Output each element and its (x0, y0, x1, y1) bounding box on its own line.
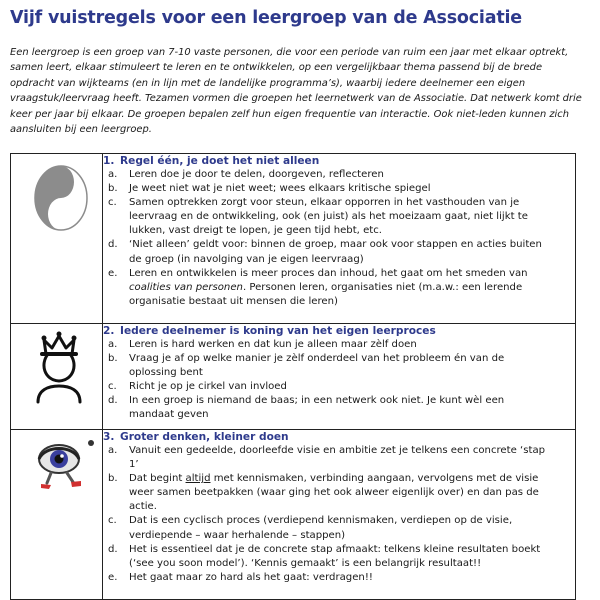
text-segment: de groep (in navolging van je eigen leervraag) (129, 253, 364, 265)
list-item-line (129, 500, 575, 514)
list-item (103, 394, 575, 422)
text-segment: lukken, vast dreigt te lopen, je geen tijd hebt, etc. (129, 225, 383, 237)
text-segment: Vanuit een gedeelde, doorleefde visie en ambitie zet je telkens een concrete ‘stap (129, 445, 546, 456)
list-item-line (129, 168, 575, 182)
intro-line: keer per jaar bij elkaar. De groepen bepalen zelf hun eigen frequentie van interactie. Ook niet-leden kunnen zich (10, 108, 569, 120)
rule-heading (103, 430, 575, 444)
rule-number: 2. (103, 325, 115, 337)
text-segment: leervraag en de ontwikkeling, ook (en juist) als het moeizaam gaat, niet lijkt te (129, 211, 528, 223)
list-item (103, 182, 575, 196)
list-item (103, 444, 575, 472)
list-item-letter: d. (108, 395, 118, 407)
rule-heading (103, 324, 575, 338)
rule-number: 3. (103, 431, 115, 443)
text-segment: coalities van personen (129, 281, 243, 293)
list-item-line (129, 196, 575, 210)
text-segment: Vraag je af op welke manier je zèlf onderdeel van het probleem én van de (129, 353, 505, 365)
list-item-line (129, 182, 575, 196)
text-segment: oplossing bent (129, 367, 203, 379)
rule-text-cell (103, 324, 576, 430)
text-segment: ‘Niet alleen’ geldt voor: binnen de groep, maar ook voor stappen en acties buiten (129, 239, 542, 251)
text-segment: Leren is hard werken en dat kun je alleen maar zèlf doen (129, 339, 417, 350)
text-segment: Leren en ontwikkelen is meer proces dan inhoud, het gaat om het smeden van (129, 267, 528, 279)
rule-row (11, 154, 576, 324)
list-item-letter: a. (108, 169, 118, 180)
rules-table (10, 153, 576, 600)
eye-walking-icon (33, 435, 95, 491)
list-item-letter: c. (108, 381, 117, 393)
text-segment: Samen optrekken zorgt voor steun, elkaar opporren in het vasthouden van je (129, 197, 520, 209)
list-item (103, 514, 575, 542)
text-segment: Je weet niet wat je niet weet; wees elkaars kritische spiegel (129, 183, 431, 195)
yin-yang-icon (34, 165, 88, 231)
text-segment: weer samen beetpakken (waar ging het ook alweer eigenlijk over) en dan pas de (129, 487, 539, 499)
list-item-line (129, 210, 575, 224)
intro-paragraph (10, 45, 590, 137)
rule-row (11, 430, 576, 600)
list-item (103, 238, 575, 266)
list-item-line (129, 352, 575, 366)
rule-heading (103, 154, 575, 168)
list-item (103, 543, 575, 571)
list-item (103, 267, 575, 309)
list-item-letter: e. (108, 267, 118, 279)
list-item-letter: a. (108, 339, 118, 350)
list-item-letter: b. (108, 183, 118, 195)
list-item-line (129, 224, 575, 238)
list-item-line (129, 394, 575, 408)
list-item-line (129, 366, 575, 380)
list-item-letter: b. (108, 353, 118, 365)
rule-icon-cell (11, 430, 103, 600)
rule-number: 1. (103, 155, 115, 167)
rule-row (11, 324, 576, 430)
text-segment: mandaat geven (129, 409, 209, 421)
rule-text-cell (103, 430, 576, 600)
list-item-letter: d. (108, 239, 118, 251)
list-item-letter: c. (108, 197, 117, 209)
text-segment: organisatie bestaat uit mensen die leren) (129, 295, 338, 307)
rule-items-list (103, 444, 575, 585)
list-item (103, 196, 575, 238)
list-item (103, 352, 575, 380)
list-item (103, 472, 575, 514)
list-item-letter: c. (108, 515, 117, 527)
list-item-letter: e. (108, 571, 118, 583)
list-item-letter: d. (108, 543, 118, 555)
text-segment: . Personen leren, organisaties niet (m.a.w.: een lerende (242, 281, 523, 293)
text-segment: Dat begint (129, 473, 186, 485)
list-item-line (129, 571, 575, 585)
list-item-line (129, 472, 575, 486)
text-segment: In een groep is niemand de baas; in een netwerk ook niet. Je kunt wèl een (129, 395, 505, 407)
list-item-letter: b. (108, 473, 118, 485)
list-item-line (129, 458, 575, 472)
rule-text-cell (103, 154, 576, 324)
text-segment: met kennismaken, verbinding aangaan, vervolgens met de visie (210, 473, 539, 485)
rule-heading-text: Regel één, je doet het niet alleen (120, 155, 320, 167)
list-item-line (129, 267, 575, 281)
text-segment: altijd (185, 473, 211, 485)
list-item-line (129, 338, 575, 352)
text-segment: 1’ (129, 459, 139, 471)
list-item (103, 338, 575, 352)
rule-items-list (103, 338, 575, 423)
rule-icon-cell (11, 154, 103, 324)
text-segment: verdiepende – waar herhalende – stappen) (129, 529, 346, 541)
list-item-line (129, 408, 575, 422)
list-item-line (129, 253, 575, 267)
text-segment: (‘see you soon model’). ‘Kennis gemaakt’ is een belangrijk resultaat!! (129, 557, 482, 569)
rule-heading-text: Iedere deelnemer is koning van het eigen leerproces (120, 325, 436, 337)
text-segment: Richt je op je cirkel van invloed (129, 381, 287, 393)
list-item-line (129, 543, 575, 557)
document-title: Vijf vuistregels voor een leergroep van de Associatie (10, 8, 522, 28)
list-item-line (129, 514, 575, 528)
list-item-letter: a. (108, 445, 118, 456)
text-segment: Leren doe je door te delen, doorgeven, reflecteren (129, 169, 384, 180)
list-item-line (129, 486, 575, 500)
list-item (103, 168, 575, 182)
text-segment: Het is essentieel dat je de concrete stap afmaakt: telkens kleine resultaten boekt (129, 543, 541, 555)
intro-line: vraagstuk/leervraag heeft. Tezamen vormen die groepen het leernetwerk van de Associatie. Dat netwerk komt drie (10, 93, 582, 105)
list-item-line (129, 238, 575, 252)
text-segment: Het gaat maar zo hard als het gaat: verdragen!! (129, 571, 373, 583)
list-item (103, 571, 575, 585)
list-item (103, 380, 575, 394)
intro-line: opdracht van wijkteams (en in lijn met de landelijke programma’s), waarbij iedere deelnemer een eigen (10, 77, 526, 89)
list-item-line (129, 529, 575, 543)
list-item-line (129, 557, 575, 571)
rule-items-list (103, 168, 575, 309)
list-item-line (129, 281, 575, 295)
list-item-line (129, 295, 575, 309)
text-segment: actie. (129, 501, 157, 513)
rule-icon-cell (11, 324, 103, 430)
crowned-head-icon (36, 330, 82, 404)
intro-line: aansluiten bij een leergroep. (10, 124, 152, 136)
rule-heading-text: Groter denken, kleiner doen (120, 431, 289, 443)
list-item-line (129, 380, 575, 394)
intro-line: samen leert, elkaar stimuleert te leren en te ontwikkelen, op een vergelijkbaar thema passend bij de brede (10, 62, 543, 74)
list-item-line (129, 444, 575, 458)
intro-line: Een leergroep is een groep van 7-10 vaste personen, die voor een periode van ruim een jaar met elkaar optrekt, (10, 47, 569, 58)
text-segment: Dat is een cyclisch proces (verdiepend kennismaken, verdiepen op de visie, (129, 515, 513, 527)
